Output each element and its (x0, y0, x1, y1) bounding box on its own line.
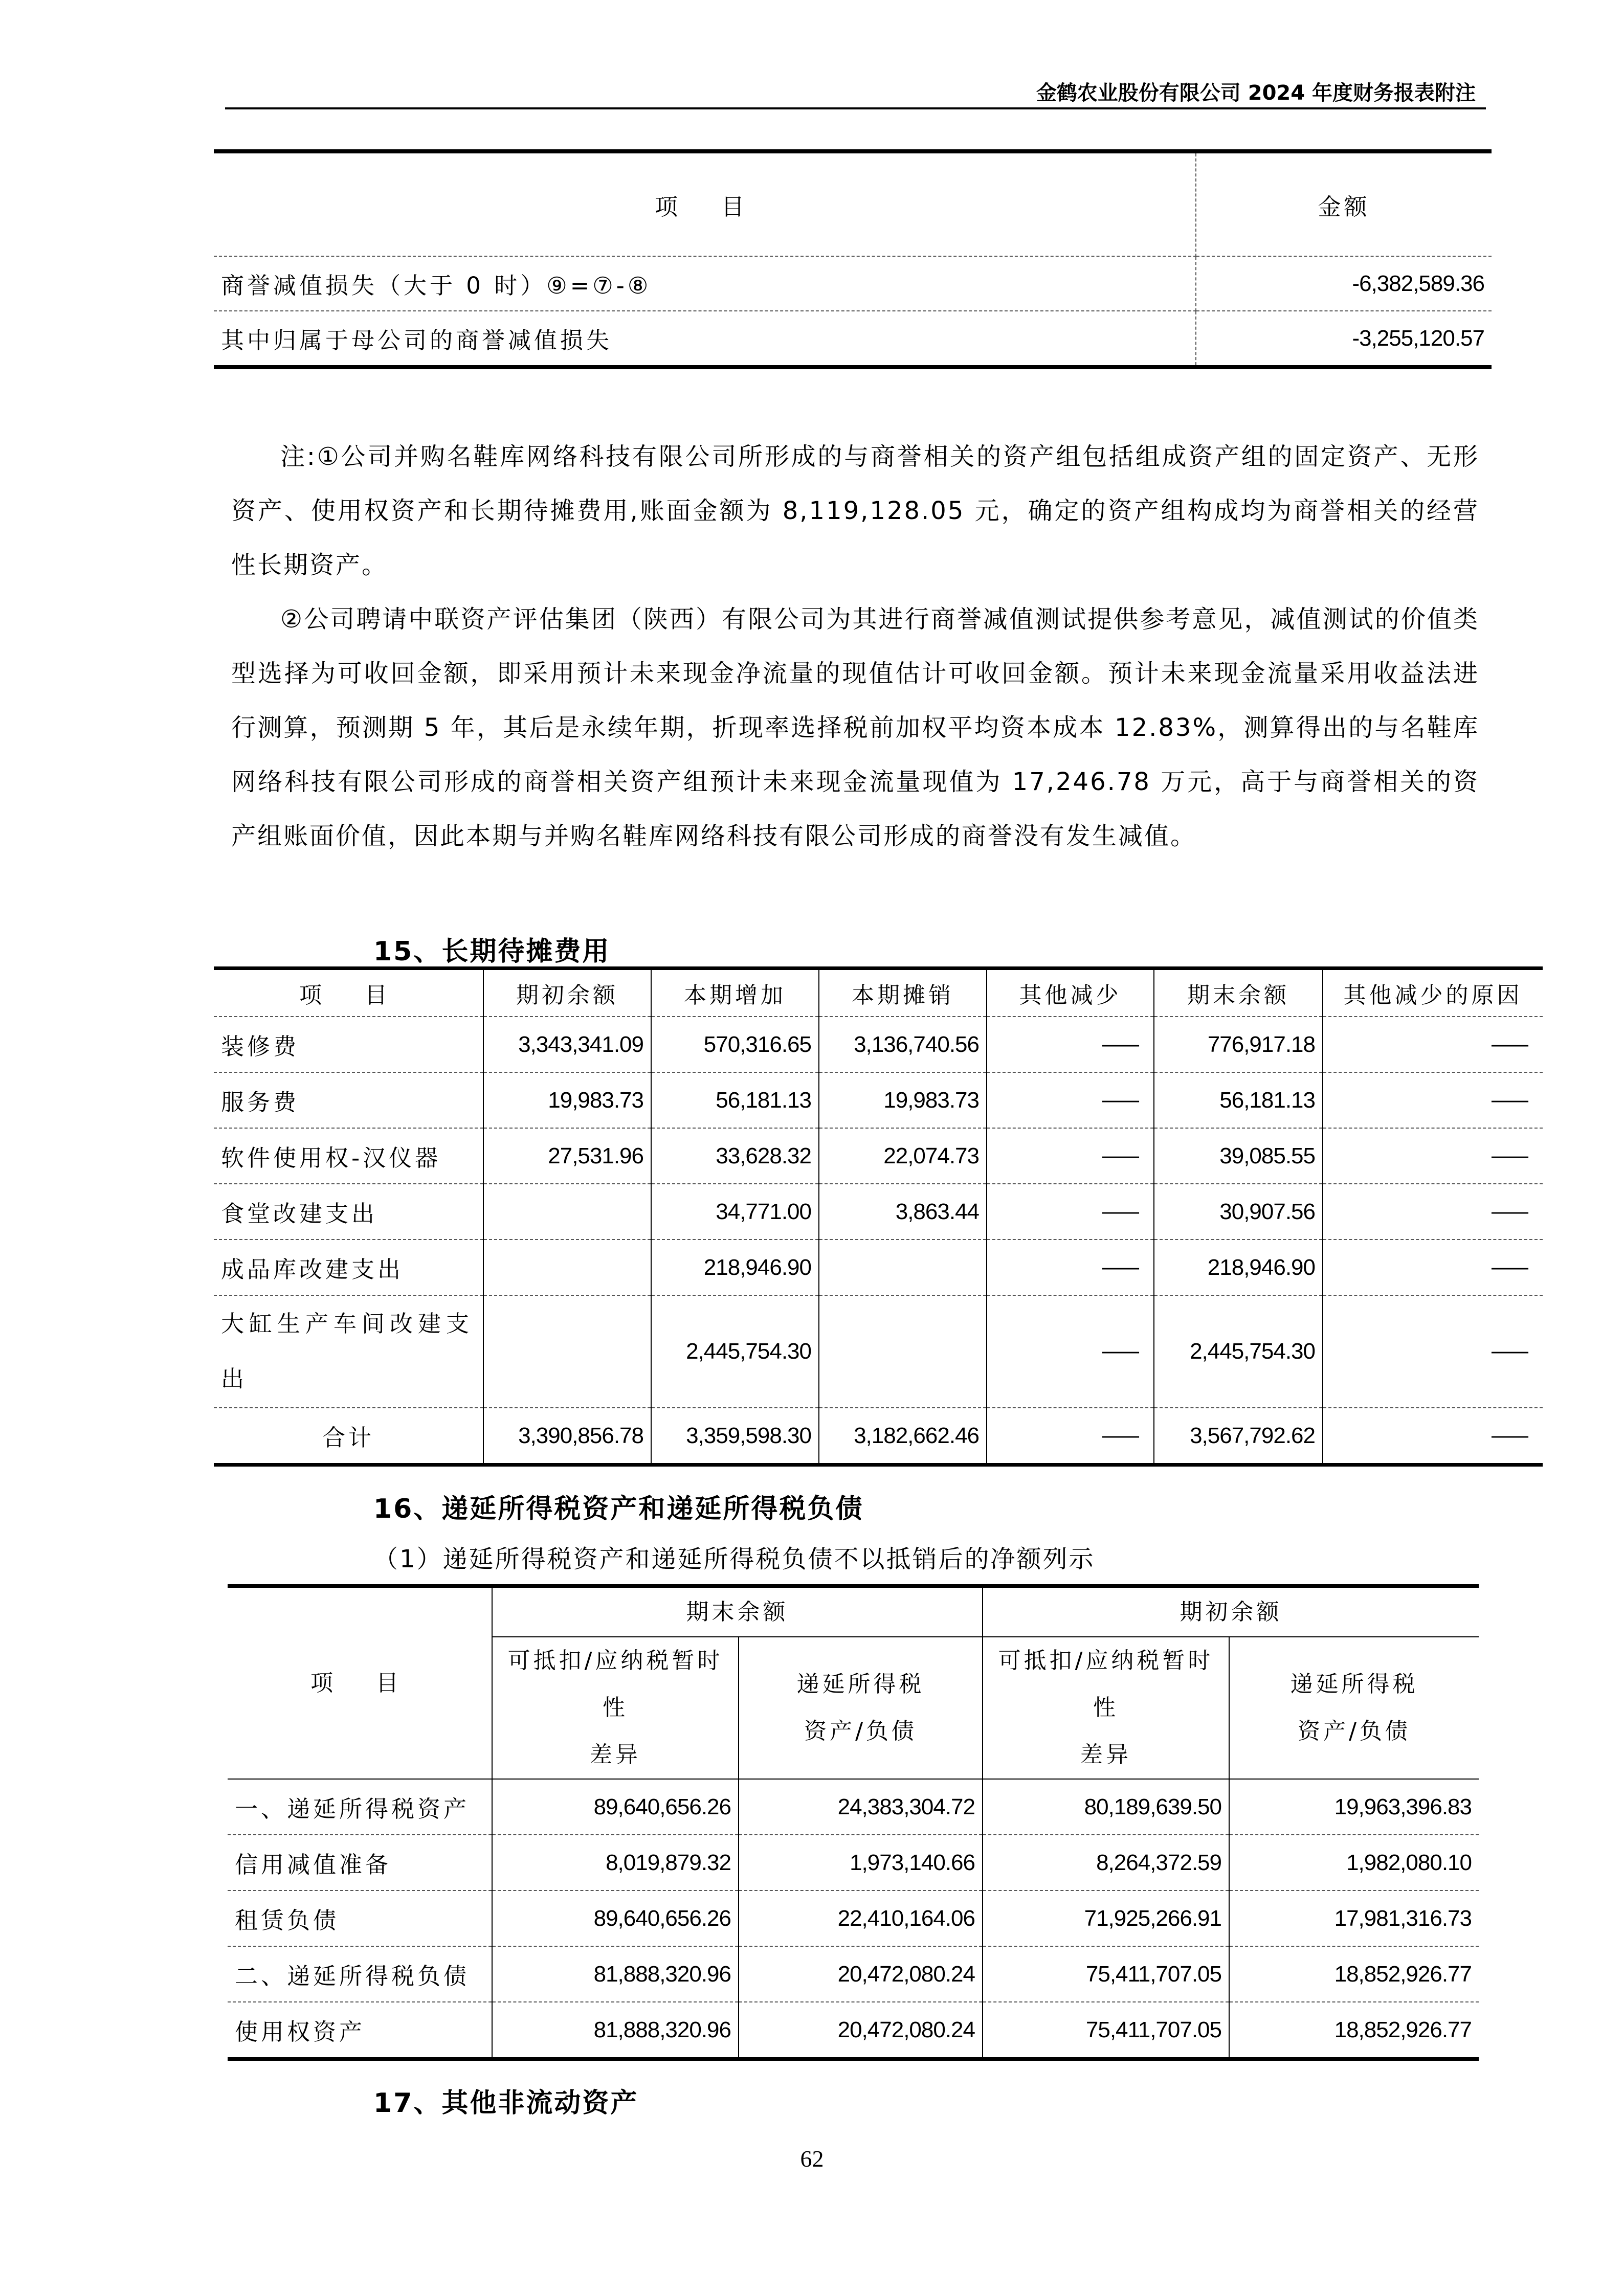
row-amount: -3,255,120.57 (1352, 325, 1484, 351)
cell-reason: —— (1490, 1424, 1527, 1448)
cell-begin (483, 1184, 651, 1240)
col-item-header: 项 目 (214, 151, 1196, 256)
row-amount: -6,382,589.36 (1196, 256, 1492, 311)
end-tax-header-line-2: 资产/负债 (804, 1718, 917, 1744)
cell-end: 30,907.56 (1154, 1184, 1323, 1240)
cell-end: 218,946.90 (1154, 1240, 1323, 1295)
col-begin-header: 期初余额 (483, 969, 651, 1017)
table-row (214, 1295, 1543, 1408)
deferred-tax-table (228, 1584, 1479, 2061)
begin-tax-header (1229, 1637, 1479, 1779)
table-row (214, 1072, 1543, 1128)
col-item-header: 项 目 (214, 969, 483, 1017)
cell-add: 56,181.13 (651, 1072, 819, 1128)
cell-end-diff: 89,640,656.26 (492, 1779, 739, 1835)
cell-amort: 22,074.73 (819, 1128, 987, 1184)
cell-reason: —— (1323, 1295, 1543, 1408)
header-rule (225, 107, 1486, 109)
table-row (214, 1128, 1543, 1184)
cell-end-diff: 89,640,656.26 (492, 1890, 739, 1946)
cell-end: 3,567,792.62 (1154, 1408, 1323, 1465)
cell-add: 3,359,598.30 (651, 1408, 819, 1465)
row-label: 商誉减值损失（大于 0 时）⑨=⑦-⑧ (214, 256, 1196, 311)
end-diff-header-line-1: 可抵扣/应纳税暂时性 (507, 1648, 723, 1721)
col-amount-header: 金额 (1196, 151, 1492, 256)
row-item (214, 1295, 483, 1408)
cell-begin (483, 1295, 651, 1408)
total-label: 合计 (214, 1408, 483, 1465)
cell-amort (819, 1295, 987, 1408)
goodwill-notes (231, 430, 1479, 863)
begin-tax-header-line-2: 资产/负债 (1298, 1718, 1411, 1744)
cell-begin-tax: 17,981,316.73 (1229, 1890, 1479, 1946)
table-row (228, 1779, 1479, 1835)
cell-begin-tax: 18,852,926.77 (1229, 1946, 1479, 2002)
cell-reason: —— (1323, 1240, 1543, 1295)
section-16-subtitle: （1）递延所得税资产和递延所得税负债不以抵销后的净额列示 (373, 1545, 1095, 1573)
cell-end: 56,181.13 (1154, 1072, 1323, 1128)
row-item: 装修费 (214, 1017, 483, 1072)
table-total-row (214, 1408, 1543, 1465)
cell-add: 570,316.65 (651, 1017, 819, 1072)
cell-other: —— (987, 1017, 1154, 1072)
cell-other: —— (987, 1408, 1154, 1465)
row-item: 一、递延所得税资产 (228, 1779, 492, 1835)
long-term-prepaid-expenses-table (214, 966, 1543, 1467)
row-item-line-2: 出 (221, 1365, 250, 1392)
cell-begin-diff: 71,925,266.91 (983, 1890, 1229, 1946)
cell-add: 2,445,754.30 (651, 1295, 819, 1408)
cell-amort: 3,136,740.56 (819, 1017, 987, 1072)
table-row (228, 1946, 1479, 2002)
note-paragraph-1: 注:①公司并购名鞋库网络科技有限公司所形成的与商誉相关的资产组包括组成资产组的固定资产、无形资产、使用权资产和长期待摊费用,账面金额为 8,119,128.05 元，确定的资产组构成均为商誉相关的经营性长期资产。 (231, 442, 1479, 579)
page-number: 62 (800, 2146, 824, 2172)
cell-end: 776,917.18 (1154, 1017, 1323, 1072)
begin-tax-header-line-1: 递延所得税 (1290, 1671, 1418, 1697)
table-row (214, 1184, 1543, 1240)
cell-begin-diff: 8,264,372.59 (983, 1835, 1229, 1890)
cell-end: 39,085.55 (1154, 1128, 1323, 1184)
group-end-header: 期末余额 (492, 1586, 983, 1637)
cell-begin-diff: 75,411,707.05 (983, 2002, 1229, 2059)
group-begin-header: 期初余额 (983, 1586, 1479, 1637)
cell-end-tax: 22,410,164.06 (739, 1890, 983, 1946)
table-row (214, 256, 1492, 311)
row-label: 其中归属于母公司的商誉减值损失 (214, 311, 1196, 367)
cell-end-diff: 81,888,320.96 (492, 2002, 739, 2059)
cell-end-tax: 20,472,080.24 (739, 1946, 983, 2002)
cell-end-tax: 24,383,304.72 (739, 1779, 983, 1835)
begin-diff-header-line-1: 可抵扣/应纳税暂时性 (998, 1648, 1214, 1721)
row-item: 软件使用权-汉仪器 (214, 1128, 483, 1184)
row-item: 租赁负债 (228, 1890, 492, 1946)
cell-add: 218,946.90 (651, 1240, 819, 1295)
cell-end-diff: 81,888,320.96 (492, 1946, 739, 2002)
goodwill-table (214, 149, 1492, 369)
section-16-title: 16、递延所得税资产和递延所得税负债 (373, 1494, 864, 1524)
table-row (228, 1835, 1479, 1890)
cell-amort: 3,863.44 (819, 1184, 987, 1240)
table-header-row (214, 969, 1543, 1017)
table-header-row (228, 1586, 1479, 1637)
cell-end-diff: 8,019,879.32 (492, 1835, 739, 1890)
cell-end-tax: 20,472,080.24 (739, 2002, 983, 2059)
row-item: 二、递延所得税负债 (228, 1946, 492, 2002)
cell-begin-tax: 1,982,080.10 (1229, 1835, 1479, 1890)
cell-other: —— (987, 1072, 1154, 1128)
cell-begin: 3,390,856.78 (483, 1408, 651, 1465)
cell-reason: —— (1323, 1017, 1543, 1072)
cell-other: —— (987, 1184, 1154, 1240)
begin-diff-header (983, 1637, 1229, 1779)
row-item: 信用减值准备 (228, 1835, 492, 1890)
cell-reason: —— (1323, 1128, 1543, 1184)
col-other-header: 其他减少 (987, 969, 1154, 1017)
end-diff-header (492, 1637, 739, 1779)
cell-other: —— (987, 1240, 1154, 1295)
row-item: 使用权资产 (228, 2002, 492, 2059)
section-17-title: 17、其他非流动资产 (373, 2088, 639, 2119)
cell-amort: 19,983.73 (819, 1072, 987, 1128)
row-item: 食堂改建支出 (214, 1184, 483, 1240)
note-paragraph-2: ②公司聘请中联资产评估集团（陕西）有限公司为其进行商誉减值测试提供参考意见，减值测试的价值类型选择为可收回金额，即采用预计未来现金净流量的现值估计可收回金额。预计未来现金流量采用收益法进行测算，预测期 5 年，其后是永续年期，折现率选择税前加权平均资本成本 12.83%，测算得出的与名鞋库网络科技有限公司形成的商誉相关资产组预计未来现金流量现值为 17,246.78 万元，高于与商誉相关的资产组账面价值，因此本期与并购名鞋库网络科技有限公司形成的商誉没有发生减值。 (231, 605, 1479, 850)
cell-begin-tax: 18,852,926.77 (1334, 2017, 1472, 2042)
table-row (214, 1017, 1543, 1072)
row-item-line-1: 大缸生产车间改建支 (221, 1310, 475, 1337)
table-header-row (214, 151, 1492, 256)
table-row (214, 311, 1492, 367)
table-row (228, 1890, 1479, 1946)
end-tax-header (739, 1637, 983, 1779)
col-end-header: 期末余额 (1154, 969, 1323, 1017)
cell-add: 33,628.32 (651, 1128, 819, 1184)
end-tax-header-line-1: 递延所得税 (796, 1671, 925, 1697)
cell-end-tax: 1,973,140.66 (739, 1835, 983, 1890)
col-add-header: 本期增加 (651, 969, 819, 1017)
cell-reason: —— (1323, 1184, 1543, 1240)
cell-begin-diff: 75,411,707.05 (983, 1946, 1229, 2002)
col-amort-header: 本期摊销 (819, 969, 987, 1017)
row-item: 成品库改建支出 (214, 1240, 483, 1295)
header-title: 金鹤农业股份有限公司 2024 年度财务报表附注 (1036, 81, 1476, 105)
cell-reason: —— (1323, 1072, 1543, 1128)
cell-begin: 19,983.73 (483, 1072, 651, 1128)
cell-begin: 3,343,341.09 (483, 1017, 651, 1072)
cell-add: 34,771.00 (651, 1184, 819, 1240)
cell-begin: 27,531.96 (483, 1128, 651, 1184)
cell-amort: 3,182,662.46 (819, 1408, 987, 1465)
row-item: 服务费 (214, 1072, 483, 1128)
begin-diff-header-line-2: 差异 (1080, 1742, 1131, 1768)
section-15-title: 15、长期待摊费用 (373, 936, 611, 967)
table-row (214, 1240, 1543, 1295)
cell-amort (819, 1240, 987, 1295)
end-diff-header-line-2: 差异 (590, 1742, 641, 1768)
cell-begin (483, 1240, 651, 1295)
cell-end: 2,445,754.30 (1154, 1295, 1323, 1408)
table-row (228, 2002, 1479, 2059)
cell-other: —— (987, 1295, 1154, 1408)
cell-begin-tax: 19,963,396.83 (1229, 1779, 1479, 1835)
col-reason-header: 其他减少的原因 (1323, 969, 1543, 1017)
cell-begin-diff: 80,189,639.50 (983, 1779, 1229, 1835)
cell-other: —— (987, 1128, 1154, 1184)
col-item-header: 项 目 (228, 1586, 492, 1780)
